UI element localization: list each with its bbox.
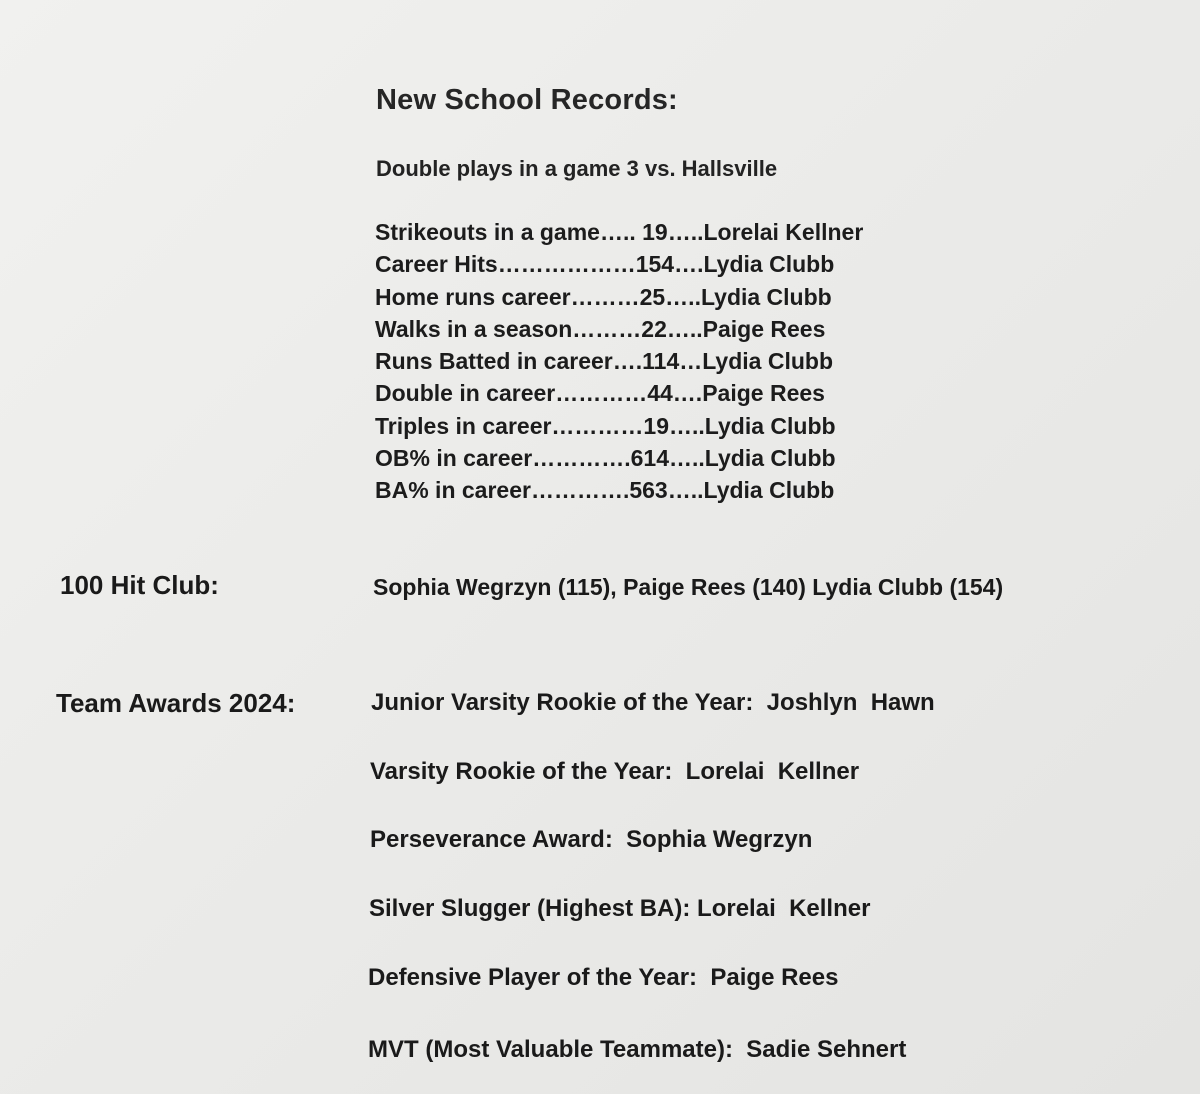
record-career-hits: Career Hits………………154….Lydia Clubb	[375, 251, 835, 278]
award-silver-slugger: Silver Slugger (Highest BA): Lorelai Kellner	[369, 895, 871, 922]
records-list	[375, 216, 863, 507]
award-defensive-player: Defensive Player of the Year: Paige Rees	[368, 964, 839, 991]
record-ba-percent: BA% in career………….563…..Lydia Clubb	[375, 477, 835, 504]
team-awards-label: Team Awards 2024:	[56, 688, 296, 718]
award-mvt: MVT (Most Valuable Teammate): Sadie Sehnert	[368, 1036, 907, 1063]
award-perseverance: Perseverance Award: Sophia Wegrzyn	[370, 826, 813, 853]
record-walks: Walks in a season………22…..Paige Rees	[375, 315, 826, 342]
hit-club-label: 100 Hit Club:	[60, 570, 219, 600]
record-strikeouts: Strikeouts in a game….. 19…..Lorelai Kellner	[375, 219, 864, 245]
record-rbi: Runs Batted in career….114…Lydia Clubb	[375, 348, 833, 375]
record-triples: Triples in career…………19…..Lydia Clubb	[375, 412, 836, 439]
record-home-runs: Home runs career………25…..Lydia Clubb	[375, 283, 832, 310]
hit-club-members: Sophia Wegrzyn (115), Paige Rees (140) Lydia Clubb (154)	[373, 574, 1004, 600]
records-heading: New School Records:	[376, 84, 678, 116]
award-varsity-rookie: Varsity Rookie of the Year: Lorelai Kellner	[370, 758, 860, 785]
double-plays-record: Double plays in a game 3 vs. Hallsville	[376, 156, 778, 181]
record-doubles: Double in career…………44….Paige Rees	[375, 380, 825, 407]
record-ob-percent: OB% in career………….614…..Lydia Clubb	[375, 445, 836, 472]
award-jv-rookie: Junior Varsity Rookie of the Year: Joshlyn Hawn	[371, 689, 935, 716]
